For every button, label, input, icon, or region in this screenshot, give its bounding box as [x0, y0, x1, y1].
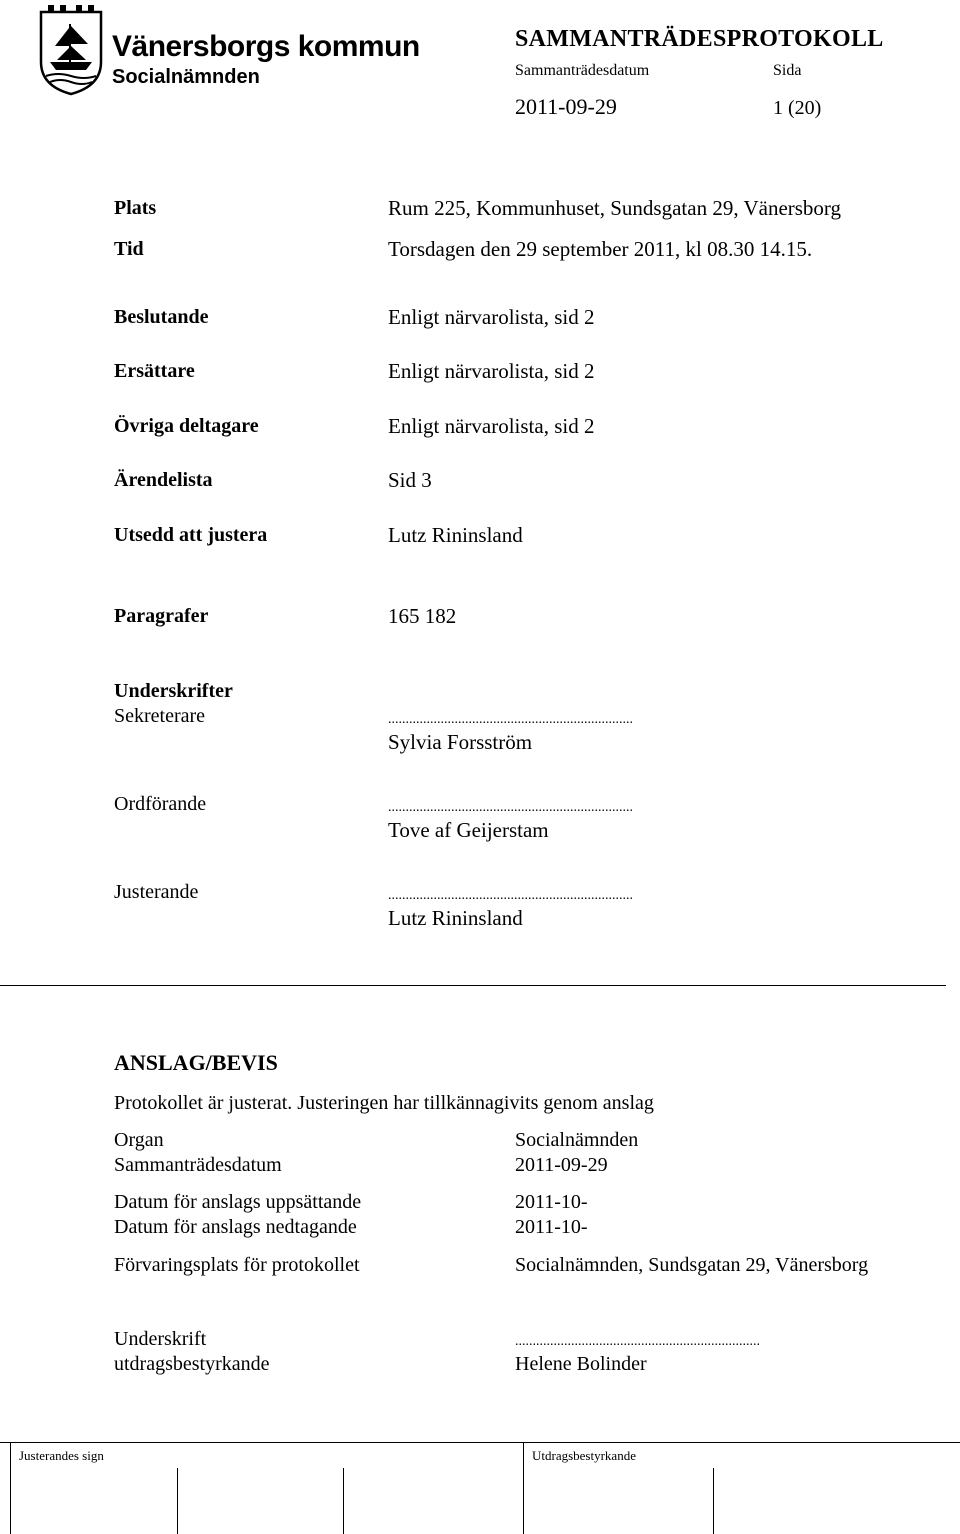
sekreterare-signature-line: ...................................................................... — [388, 712, 633, 727]
uppsattande-value: 2011-10- — [515, 1191, 588, 1213]
footer-left-border — [10, 1442, 11, 1534]
meeting-date-label: Sammanträdesdatum — [515, 62, 650, 79]
municipality-logo-icon — [38, 4, 104, 96]
time-value: Torsdagen den 29 september 2011, kl 08.30 14.15. — [388, 237, 813, 261]
utdrag-signer-name: Helene Bolinder — [515, 1353, 647, 1375]
anslag-date-value: 2011-09-29 — [515, 1154, 608, 1176]
footer-top-line — [0, 1442, 960, 1443]
sekreterare-label: Sekreterare — [114, 705, 206, 727]
ersattare-label: Ersättare — [114, 360, 195, 382]
forvaringsplats-label: Förvaringsplats för protokollet — [114, 1254, 360, 1276]
ovriga-deltagare-value: Enligt närvarolista, sid 2 — [388, 414, 595, 438]
anslag-date-label: Sammanträdesdatum — [114, 1154, 282, 1176]
ordforande-signature-line: ...................................................................... — [388, 800, 633, 815]
justera-label: Utsedd att justera — [114, 524, 268, 546]
utdragsbestyrkande-footer-label: Utdragsbestyrkande — [532, 1448, 636, 1463]
justerande-signature-line: ...................................................................... — [388, 888, 633, 903]
signatures-heading: Underskrifter — [114, 680, 233, 702]
organization-department: Socialnämnden — [112, 66, 260, 88]
paragrafer-value: 165 182 — [388, 604, 457, 628]
utdragsbestyrkande-label: utdragsbestyrkande — [114, 1353, 270, 1375]
nedtagande-value: 2011-10- — [515, 1216, 588, 1238]
anslag-heading: ANSLAG/BEVIS — [114, 1050, 278, 1075]
organ-value: Socialnämnden — [515, 1129, 639, 1151]
sign-box-divider-1 — [177, 1468, 178, 1534]
page-number: 1 (20) — [773, 97, 822, 119]
footer-middle-divider — [523, 1442, 524, 1534]
sekreterare-name: Sylvia Forsström — [388, 730, 533, 754]
ersattare-value: Enligt närvarolista, sid 2 — [388, 359, 595, 383]
forvaringsplats-value: Socialnämnden, Sundsgatan 29, Vänersborg — [515, 1254, 869, 1276]
beslutande-label: Beslutande — [114, 306, 209, 328]
sign-box-divider-2 — [343, 1468, 344, 1534]
justerandes-sign-label: Justerandes sign — [19, 1448, 104, 1463]
arendelista-value: Sid 3 — [388, 468, 432, 492]
arendelista-label: Ärendelista — [114, 469, 213, 491]
uppsattande-label: Datum för anslags uppsättande — [114, 1191, 362, 1213]
organ-label: Organ — [114, 1129, 164, 1151]
justera-value: Lutz Rininsland — [388, 523, 523, 547]
anslag-statement: Protokollet är justerat. Justeringen har tillkännagivits genom anslag — [114, 1092, 654, 1114]
document-title: SAMMANTRÄDESPROTOKOLL — [515, 26, 884, 52]
time-label: Tid — [114, 238, 144, 260]
ordforande-name: Tove af Geijerstam — [388, 818, 549, 842]
beslutande-value: Enligt närvarolista, sid 2 — [388, 305, 595, 329]
underskrift-label: Underskrift — [114, 1328, 207, 1350]
utdrag-signature-line: ...................................................................... — [515, 1334, 760, 1349]
section-divider — [0, 985, 946, 986]
ordforande-label: Ordförande — [114, 793, 207, 815]
place-label: Plats — [114, 197, 157, 219]
justerande-name: Lutz Rininsland — [388, 906, 523, 930]
ovriga-deltagare-label: Övriga deltagare — [114, 415, 259, 437]
organization-name: Vänersborgs kommun — [112, 30, 420, 63]
justerande-label: Justerande — [114, 881, 199, 903]
nedtagande-label: Datum för anslags nedtagande — [114, 1216, 357, 1238]
page-label: Sida — [773, 62, 802, 79]
paragrafer-label: Paragrafer — [114, 605, 209, 627]
place-value: Rum 225, Kommunhuset, Sundsgatan 29, Vänersborg — [388, 196, 842, 220]
sign-box-divider-3 — [713, 1468, 714, 1534]
meeting-date-value: 2011-09-29 — [515, 94, 617, 119]
